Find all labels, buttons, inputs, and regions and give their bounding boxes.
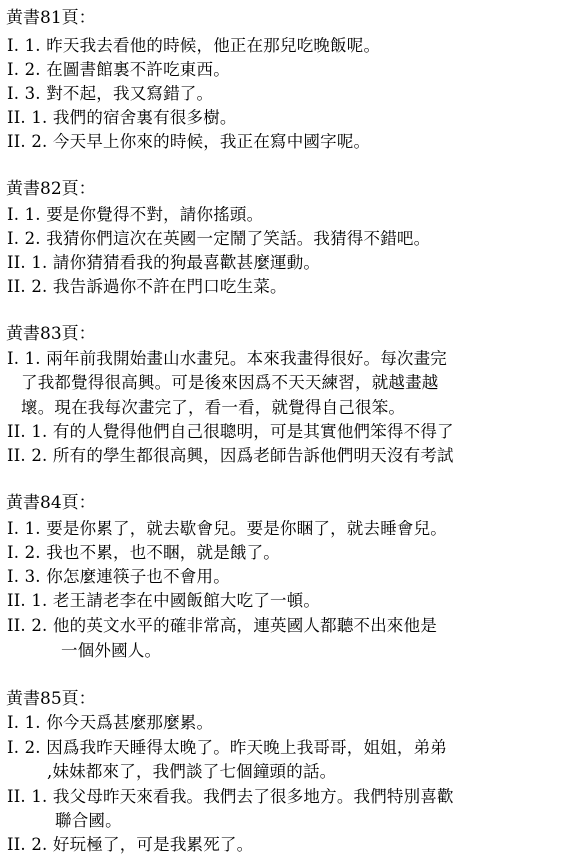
answer-line: I. 1. 要是你累了，就去歇會兒。要是你睏了，就去睡會兒。 (7, 519, 447, 538)
section-heading-p81: 黄書81頁： (6, 8, 96, 28)
section-heading-p83: 黄書83頁： (6, 324, 96, 344)
answer-line: I. 2. 在圖書館裏不許吃東西。 (7, 60, 230, 79)
answer-line: I. 3. 你怎麼連筷子也不會用。 (7, 567, 230, 586)
answer-line: I. 1. 你今天爲甚麼那麼累。 (7, 713, 214, 732)
answer-line: II. 2. 所有的學生都很高興，因爲老師告訴他們明天沒有考試 (7, 446, 454, 465)
answer-line: II. 1. 我父母昨天來看我。我們去了很多地方。我們特別喜歡 (7, 787, 454, 806)
answer-line: I. 1. 要是你覺得不對，請你搖頭。 (7, 205, 264, 224)
answer-line-continued: 了我都覺得很高興。可是後來因爲不天天練習，就越畫越 (21, 373, 439, 392)
section-heading-p84: 黄書84頁： (6, 493, 96, 513)
answer-line: II. 1. 請你猜猜看我的狗最喜歡甚麼運動。 (7, 253, 321, 272)
section-heading-p85: 黄書85頁： (6, 689, 96, 709)
answer-line-continued: 壞。現在我每次畫完了，看一看，就覺得自己很笨。 (21, 398, 406, 417)
answer-line: II. 1. 有的人覺得他們自己很聰明，可是其實他們笨得不得了 (7, 422, 454, 441)
answer-line: I. 2. 我猜你們這次在英國一定鬧了笑話。我猜得不錯吧。 (7, 229, 431, 248)
section-heading-p82: 黄書82頁： (6, 179, 96, 199)
answer-line-continued: 聯合國。 (55, 811, 122, 830)
answer-line-continued: ,妹妹都來了，我們談了七個鐘頭的話。 (47, 762, 337, 781)
answer-line: II. 2. 我告訴過你不許在門口吃生菜。 (7, 277, 287, 296)
answer-line: II. 1. 老王請老李在中國飯館大吃了一頓。 (7, 591, 321, 610)
answer-line-continued: 一個外國人。 (61, 641, 162, 660)
answer-line: I. 1. 昨天我去看他的時候，他正在那兒吃晚飯呢。 (7, 36, 381, 55)
answer-line: II. 2. 今天早上你來的時候，我正在寫中國字呢。 (7, 132, 371, 151)
answer-line: I. 1. 兩年前我開始畫山水畫兒。本來我畫得很好。每次畫完 (7, 349, 447, 368)
answer-line: II. 2. 他的英文水平的確非常高，連英國人都聽不出來他是 (7, 616, 438, 635)
answer-line: I. 3. 對不起，我又寫錯了。 (7, 84, 214, 103)
answer-line: I. 2. 因爲我昨天睡得太晚了。昨天晚上我哥哥，姐姐，弟弟 (7, 738, 447, 757)
answer-line: II. 1. 我們的宿舍裏有很多樹。 (7, 108, 237, 127)
answer-line: II. 2. 好玩極了，可是我累死了。 (7, 835, 254, 854)
answer-line: I. 2. 我也不累，也不睏，就是餓了。 (7, 543, 280, 562)
